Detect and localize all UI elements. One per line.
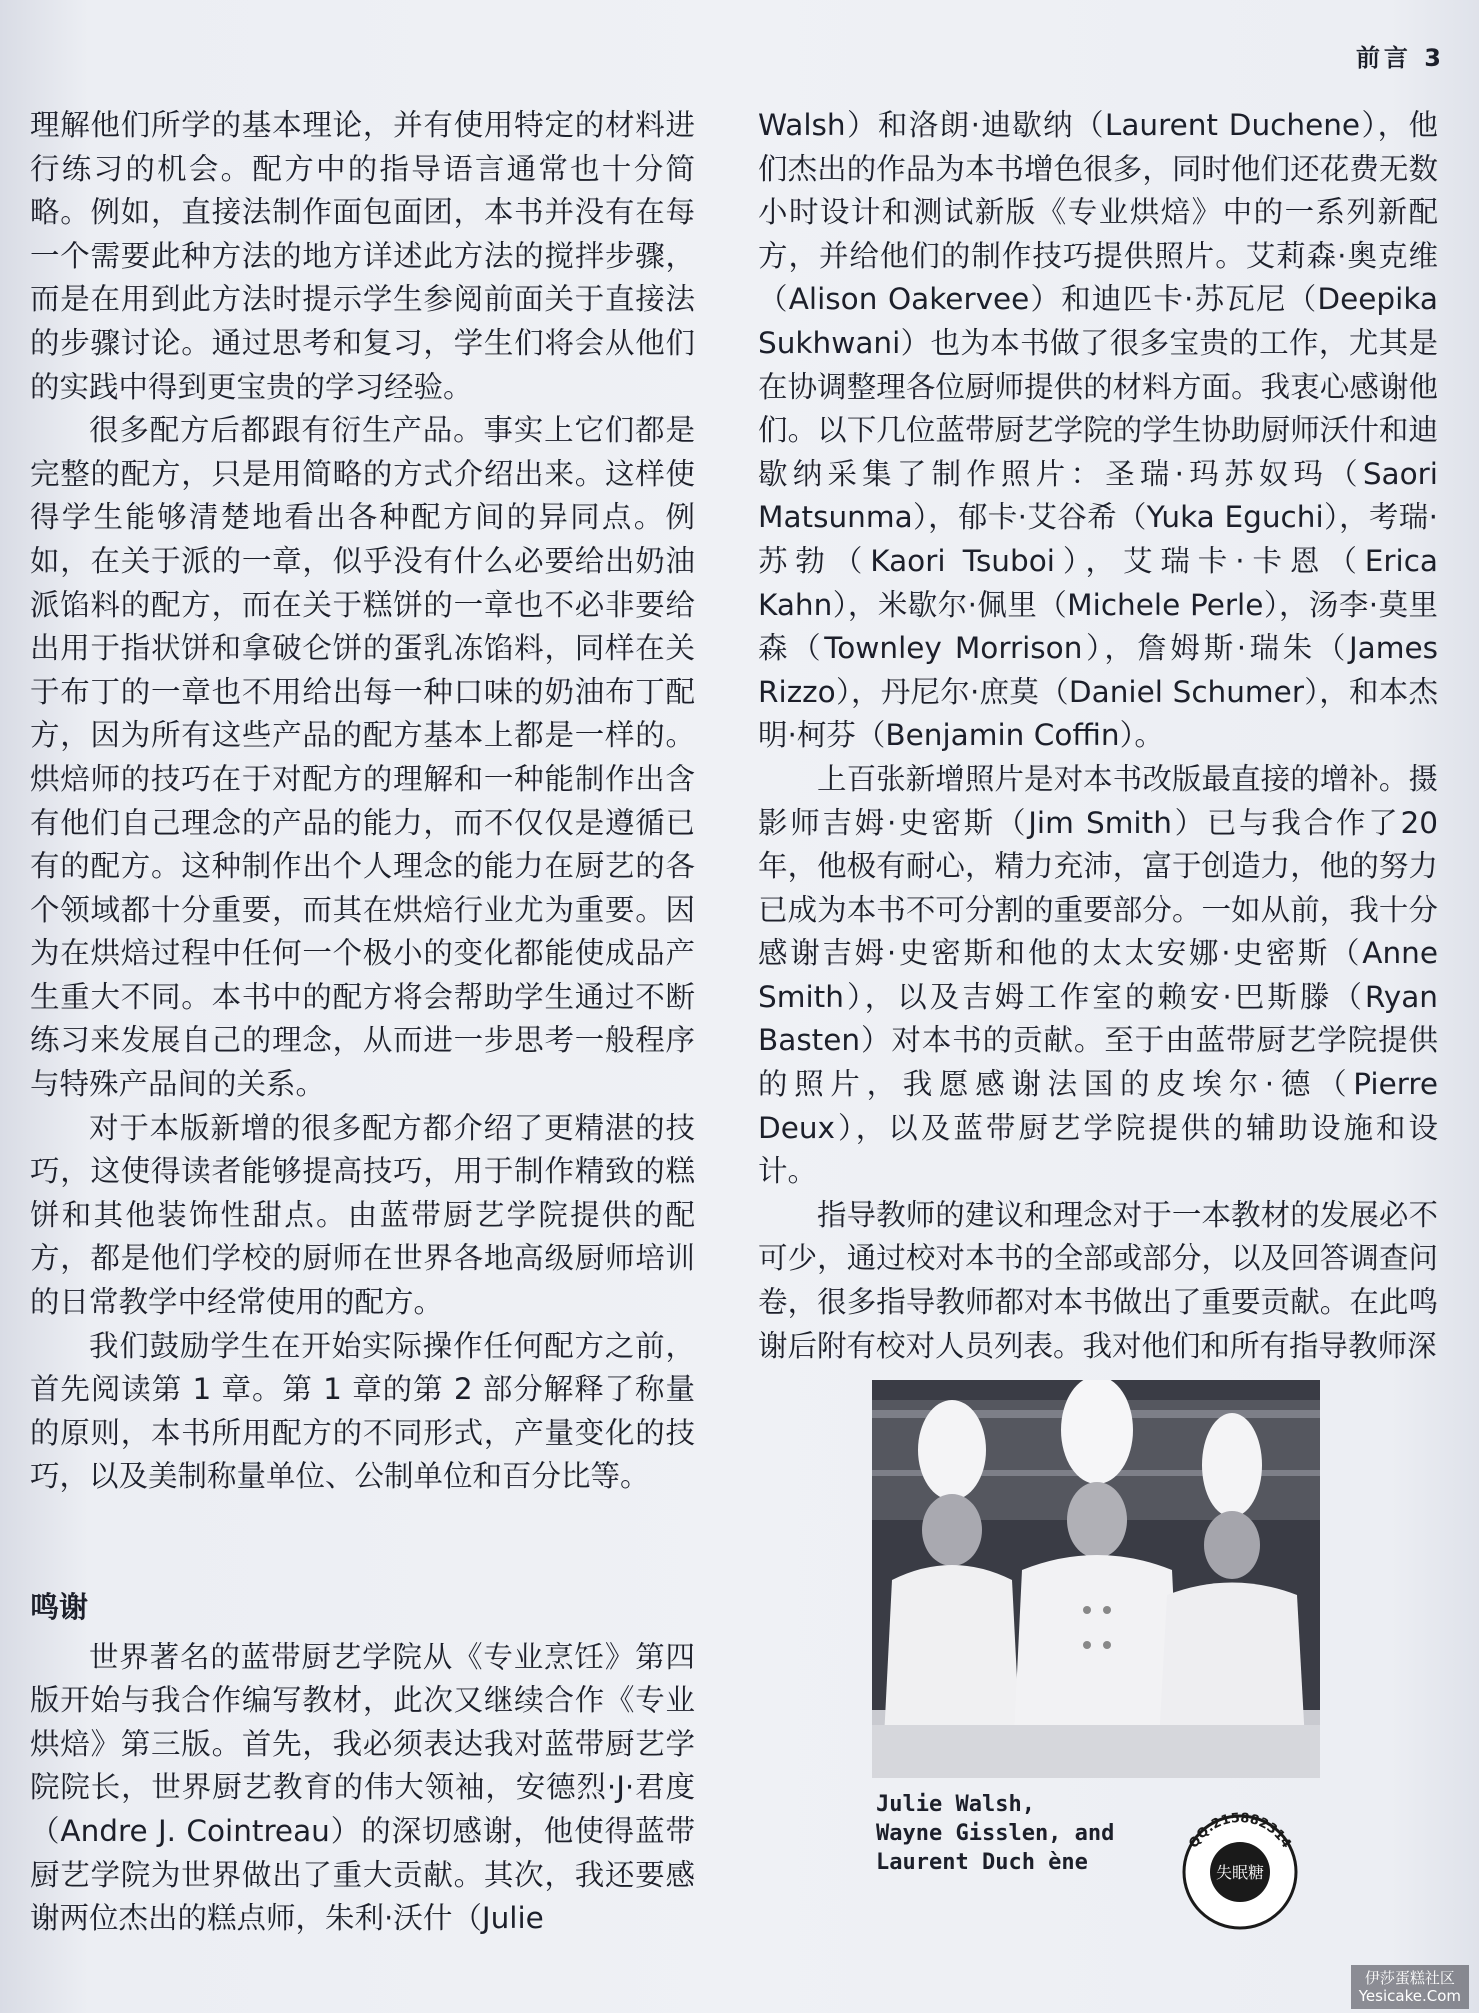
paragraph: 理解他们所学的基本理论，并有使用特定的材料进行练习的机会。配方中的指导语言通常也十分简略。例如，直接法制作面包面团，本书并没有在每一个需要此种方法的地方详述此方法的搅拌步骤，而是在用到此方法时提示学生参阅前面关于直接法的步骤讨论。通过思考和复习，学生们将会从他们的实践中得到更宝贵的学习经验。	[30, 108, 695, 404]
photo-caption	[876, 1790, 1114, 1877]
page-number: 3	[1424, 44, 1445, 72]
paragraph: 很多配方后都跟有衍生产品。事实上它们都是完整的配方，只是用简略的方式介绍出来。这样使得学生能够清楚地看出各种配方间的异同点。例如，在关于派的一章，似乎没有什么必要给出奶油派馅料的配方，而在关于糕饼的一章也不必非要给出用于指状饼和拿破仑饼的蛋乳冻馅料，同样在关于布丁的一章也不用给出每一种口味的奶油布丁配方，因为所有这些产品的配方基本上都是一样的。烘焙师的技巧在于对配方的理解和一种能制作出含有他们自己理念的产品的能力，而不仅仅是遵循已有的配方。这种制作出个人理念的能力在厨艺的各个领域都十分重要，而其在烘焙行业尤为重要。因为在烘焙过程中任何一个极小的变化都能使成品产生重大不同。本书中的配方将会帮助学生通过不断练习来发展自己的理念，从而进一步思考一般程序与特殊产品间的关系。	[30, 413, 695, 1102]
paragraph: 对于本版新增的很多配方都介绍了更精湛的技巧，这使得读者能够提高技巧，用于制作精致的糕饼和其他装饰性甜点。由蓝带厨艺学院提供的配方，都是他们学校的厨师在世界各地高级厨师培训的日常教学中经常使用的配方。	[30, 1110, 695, 1320]
site-watermark	[1351, 1965, 1469, 2009]
caption-line: Julie Walsh,	[876, 1792, 1035, 1817]
running-header	[1356, 38, 1445, 73]
chefs-photo	[872, 1380, 1320, 1778]
caption-line: Laurent Duch ène	[876, 1850, 1088, 1875]
watermark-line: Yesicake.Com	[1358, 1987, 1461, 2005]
seal-stamp	[1170, 1812, 1310, 1932]
paragraph: 上百张新增照片是对本书改版最直接的增补。摄影师吉姆·史密斯（Jim Smith）已与我合作了20年，他极有耐心，精力充沛，富于创造力，他的努力已成为本书不可分割的重要部分。一如从前，我十分感谢吉姆·史密斯和他的太太安娜·史密斯（Anne Smith），以及吉姆工作室的赖安·巴斯滕（Ryan Basten）对本书的贡献。至于由蓝带厨艺学院提供的照片，我愿感谢法国的皮埃尔·德（Pierre Deux），以及蓝带厨艺学院提供的辅助设施和设计。	[758, 761, 1438, 1189]
caption-line: Wayne Gisslen, and	[876, 1821, 1115, 1846]
acknowledgments-section	[30, 1586, 695, 1941]
svg-text:失眠糖: 失眠糖	[1215, 1863, 1265, 1882]
paragraph: Walsh）和洛朗·迪歇纳（Laurent Duchene），他们杰出的作品为本书增色很多，同时他们还花费无数小时设计和测试新版《专业烘焙》中的一系列新配方，并给他们的制作技巧提供照片。艾莉森·奥克维（Alison Oakervee）和迪匹卡·苏瓦尼（Deepika Sukhwani）也为本书做了很多宝贵的工作，尤其是在协调整理各位厨师提供的材料方面。我衷心感谢他们。以下几位蓝带厨艺学院的学生协助厨师沃什和迪歇纳采集了制作照片：圣瑞·玛苏奴玛（Saori Matsunma），郁卡·艾谷希（Yuka Eguchi），考瑞·苏勃（Kaori Tsuboi），艾瑞卡·卡恩（Erica Kahn），米歇尔·佩里（Michele Perle），汤李·莫里森（Townley Morrison），詹姆斯·瑞朱（James Rizzo），丹尼尔·庶莫（Daniel Schumer），和本杰明·柯芬（Benjamin Coffin）。	[758, 108, 1438, 753]
paragraph: 世界著名的蓝带厨艺学院从《专业烹饪》第四版开始与我合作编写教材，此次又继续合作《专业烘焙》第三版。首先，我必须表达我对蓝带厨艺学院院长，世界厨艺教育的伟大领袖，安德烈·J·君度（Andre J. Cointreau）的深切感谢，他使得蓝带厨艺学院为世界做出了重大贡献。其次，我还要感谢两位杰出的糕点师，朱利·沃什（Julie	[30, 1639, 695, 1936]
watermark-line: 伊莎蛋糕社区	[1364, 1969, 1455, 1987]
section-heading: 鸣谢	[30, 1590, 89, 1624]
chapter-title: 前言	[1355, 44, 1412, 72]
paragraph: 指导教师的建议和理念对于一本教材的发展必不可少，通过校对本书的全部或部分，以及回答调查问卷，很多指导教师都对本书做出了重要贡献。在此鸣谢后附有校对人员列表。我对他们和所有指导教师深	[758, 1197, 1438, 1363]
paragraph: 我们鼓励学生在开始实际操作任何配方之前，首先阅读第 1 章。第 1 章的第 2 部分解释了称量的原则，本书所用配方的不同形式，产量变化的技巧，以及美制称量单位、公制单位和百分比等。	[30, 1328, 695, 1494]
svg-text:QQ:215882314: QQ:215882314	[1186, 1812, 1294, 1851]
left-column	[30, 104, 695, 1499]
right-column	[758, 104, 1438, 1368]
